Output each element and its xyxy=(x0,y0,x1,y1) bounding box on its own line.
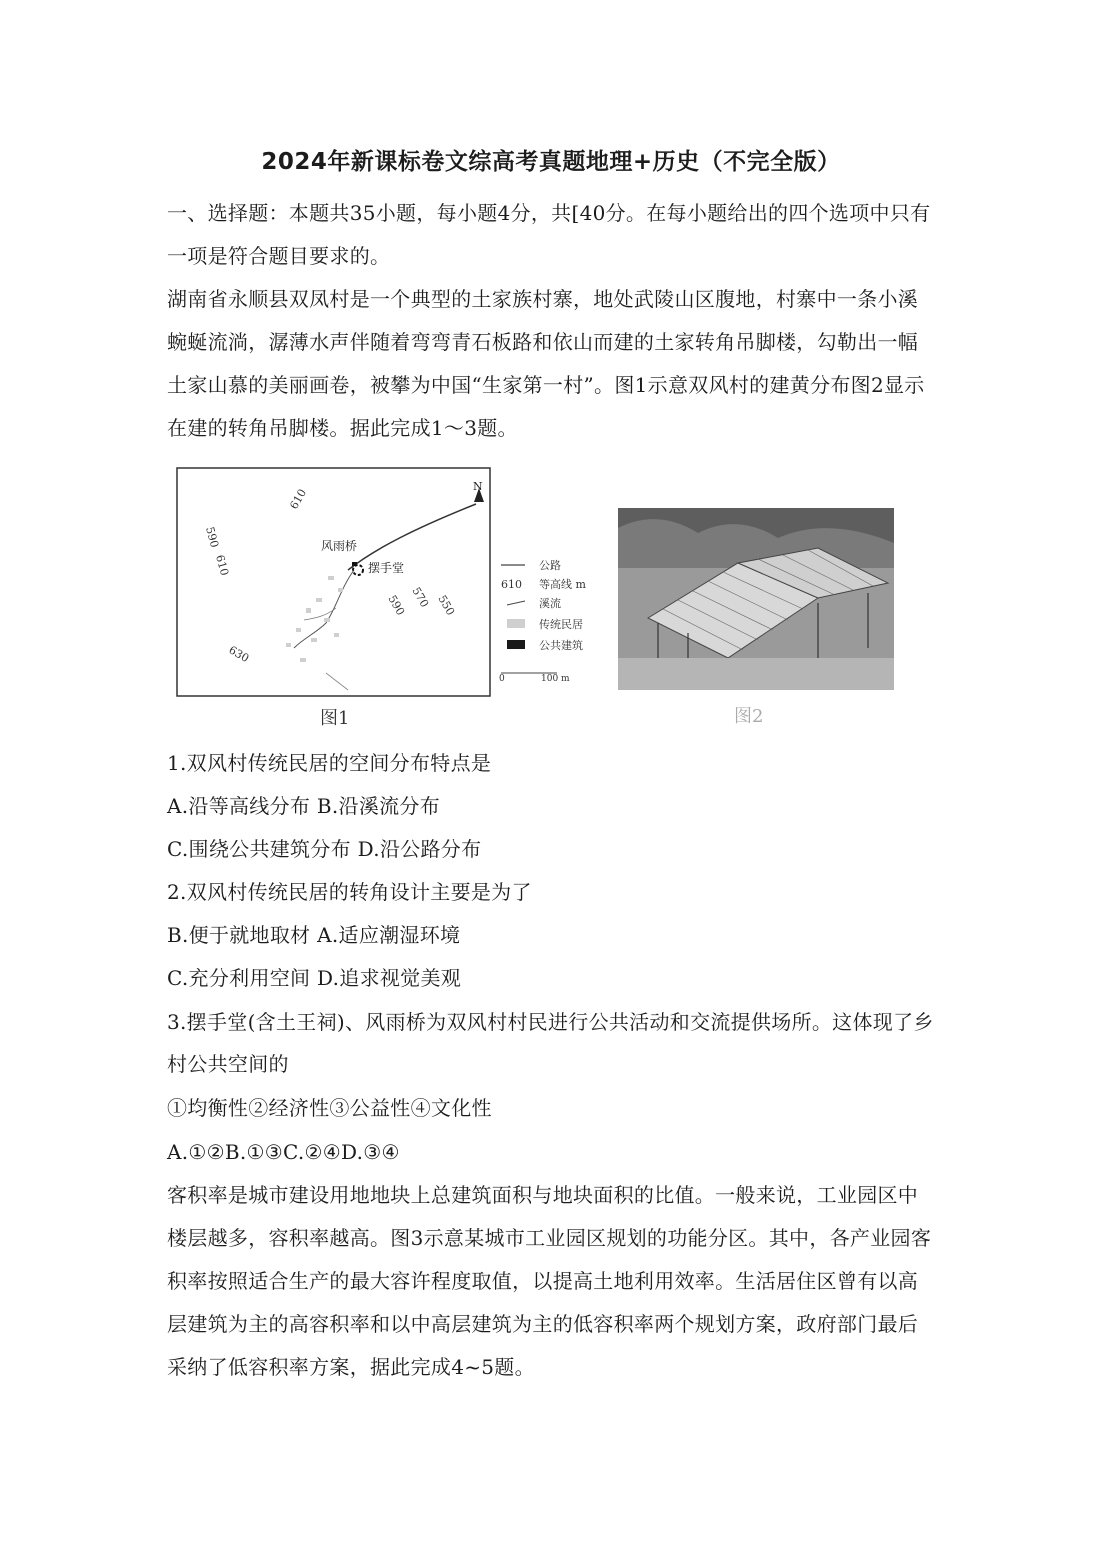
figure1-caption: 图1 xyxy=(320,708,350,729)
q2-stem: 2.双风村传统民居的转角设计主要是为了 xyxy=(167,880,532,904)
q3-options: A.①②B.①③C.②④D.③④ xyxy=(167,1140,400,1164)
figure1-map xyxy=(176,458,492,698)
passage-shuangfeng: 湖南省永顺县双凤村是一个典型的土家族村寨，地处武陵山区腹地，村寨中一条小溪蜿蜒流淌，潺薄水声伴随着弯弯青石板路和依山而建的土家转角吊脚楼，勾勒出一幅土家山慕的美丽画卷，被攀为中国“生家第一村”。图1示意双风村的建黄分布图2显示在建的转角吊脚楼。据此完成1～3题。 xyxy=(167,287,925,440)
figure2-photo xyxy=(618,508,894,690)
contour-label: 610 xyxy=(287,486,310,512)
legend-traditional: 传统民居 xyxy=(539,618,583,631)
contour-label: 570 xyxy=(409,585,432,610)
q1-options-row1: A.沿等高线分布 B.沿溪流分布 xyxy=(167,794,441,818)
contour-label: 550 xyxy=(435,593,458,618)
legend-traditional-swatch xyxy=(507,619,525,628)
scale-length: 100 m xyxy=(541,674,570,684)
legend-contour: 等高线 m xyxy=(539,578,586,591)
page-title: 2024年新课标卷文综高考真题地理+历史（不完全版） xyxy=(261,149,841,175)
legend-contour-value: 610 xyxy=(501,578,522,591)
q3-stem: 3.摆手堂(含土王祠)、风雨桥为双风村村民进行公共活动和交流提供场所。这体现了乡村公共空间的 xyxy=(167,1010,934,1076)
q2-options-row1: B.便于就地取材 A.适应潮湿环境 xyxy=(167,923,461,947)
contour-label: 590 xyxy=(385,593,408,618)
legend-public-swatch xyxy=(507,640,525,649)
contour-label: 590 xyxy=(203,525,222,550)
map-legend xyxy=(497,555,617,685)
north-label: N xyxy=(473,480,483,493)
figure2-caption: 图2 xyxy=(734,706,764,727)
legend-public: 公共建筑 xyxy=(539,639,583,652)
hall-label: 摆手堂 xyxy=(368,561,405,575)
q3-items: ①均衡性②经济性③公益性④文化性 xyxy=(167,1096,492,1120)
legend-stream: 溪流 xyxy=(539,597,561,610)
legend-road: 公路 xyxy=(539,559,561,572)
contour-label: 630 xyxy=(226,643,252,666)
q2-options-row2: C.充分利用空间 D.追求视觉美观 xyxy=(167,966,462,990)
public-building-bridge xyxy=(352,562,357,566)
section-intro: 一、选择题：本题共35小题，每小题4分，共[40分。在每小题给出的四个选项中只有一项是符合题目要求的。 xyxy=(167,201,931,268)
bridge-label: 风雨桥 xyxy=(321,539,358,553)
contour-label: 610 xyxy=(213,553,232,578)
passage-plot-ratio: 客积率是城市建设用地地块上总建筑面积与地块面积的比值。一般来说，工业园区中楼层越多，容积率越高。图3示意某城市工业园区规划的功能分区。其中，各产业园客积率按照适合生产的最大容许程度取值，以提高土地利用效率。生活居住区曾有以高层建筑为主的高容积率和以中高层建筑为主的低容积率两个规划方案，政府部门最后采纳了低容积率方案，据此完成4~5题。 xyxy=(167,1183,932,1379)
q1-stem: 1.双风村传统民居的空间分布特点是 xyxy=(167,751,492,775)
map-frame xyxy=(177,468,490,696)
scale-zero: 0 xyxy=(499,674,505,684)
q1-options-row2: C.围绕公共建筑分布 D.沿公路分布 xyxy=(167,837,482,861)
